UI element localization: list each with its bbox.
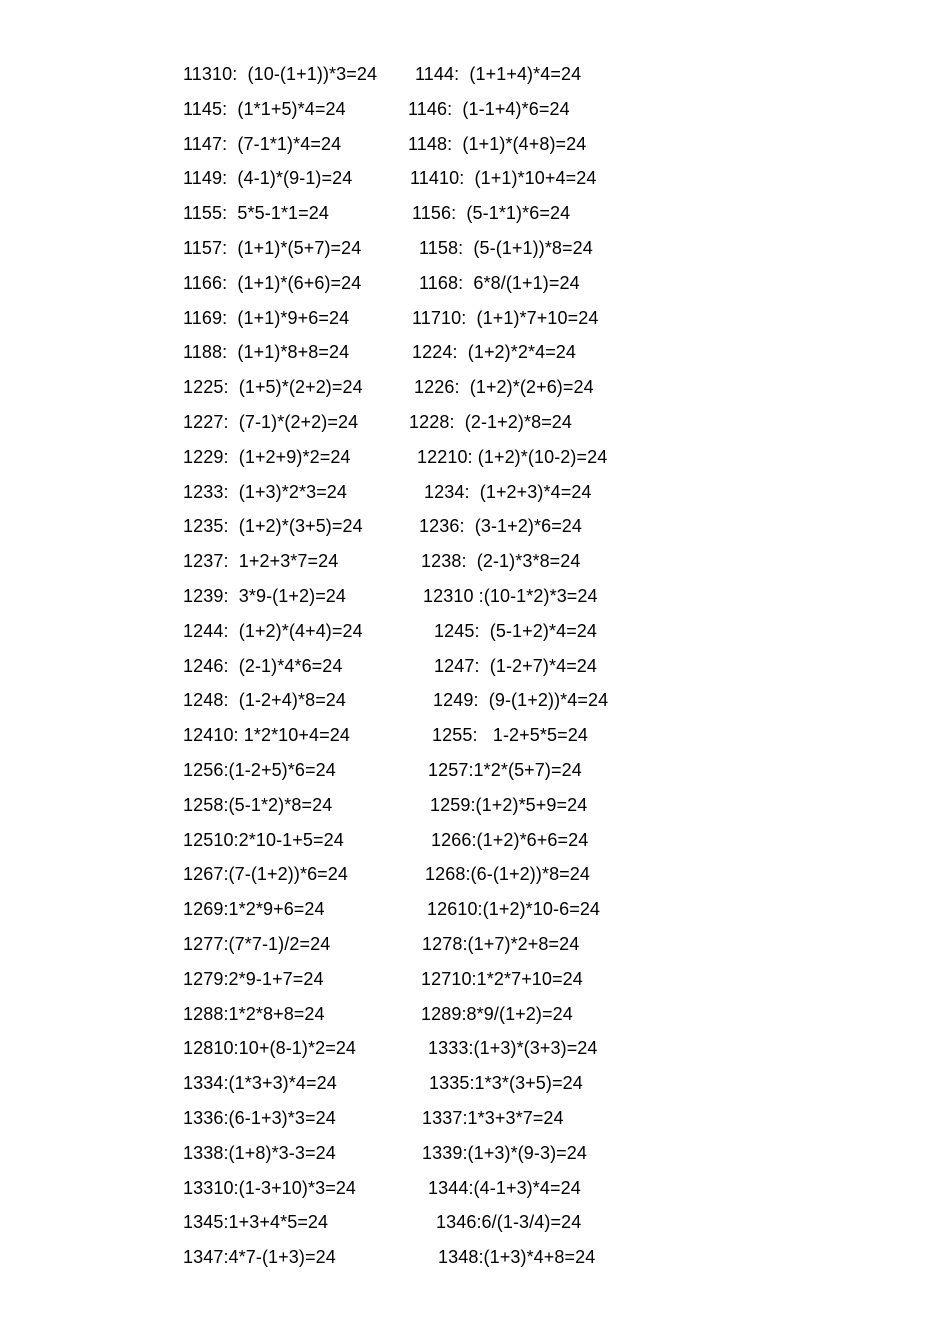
equation-left: 1227: (7-1)*(2+2)=24 [183,412,359,432]
equation-right: 1333:(1+3)*(3+3)=24 [428,1038,598,1059]
equation-right: 1148: (1+1)*(4+8)=24 [408,133,587,154]
equation-row [0,1174,950,1202]
equation-row [0,60,950,88]
equation-left: 1166: (1+1)*(6+6)=24 [183,272,362,293]
equation-left: 1149: (4-1)*(9-1)=24 [183,168,353,189]
equation-left: 1279:2*9-1+7=24 [183,968,324,989]
equation-left: 1188: (1+1)*8+8=24 [183,342,350,363]
equation-left: 1155: 5*5-1*1=24 [183,203,329,224]
equation-row [0,373,950,401]
equation-left: 1145: (1*1+5)*4=24 [183,98,346,119]
equation-left: 12810:10+(8-1)*2=24 [183,1038,357,1059]
equation-row [0,443,950,471]
equation-row [0,930,950,958]
equation-right: 1238: (2-1)*3*8=24 [421,551,581,572]
equation-right: 11710: (1+1)*7+10=24 [412,307,599,328]
equation-right: 1226: (1+2)*(2+6)=24 [414,377,594,398]
equation-right: 1255: 1-2+5*5=24 [432,725,588,746]
equation-right: 1234: (1+2+3)*4=24 [424,481,592,502]
equation-row [0,721,950,749]
equation-right: 1236: (3-1+2)*6=24 [419,516,583,537]
equation-row [0,1208,950,1236]
equation-row [0,582,950,610]
equation-right: 1335:1*3*(3+5)=24 [429,1073,583,1094]
equation-right: 1259:(1+2)*5+9=24 [430,794,588,815]
equation-row [0,1243,950,1271]
equation-left: 1288:1*2*8+8=24 [183,1003,325,1024]
equation-left: 1229: (1+2+9)*2=24 [183,446,351,467]
equation-right: 1257:1*2*(5+7)=24 [428,760,582,780]
equation-right: 1249: (9-(1+2))*4=24 [433,690,609,711]
equation-left: 1334:(1*3+3)*4=24 [183,1073,337,1094]
equation-right: 11410: (1+1)*10+4=24 [410,168,597,189]
equation-row [0,547,950,575]
equation-right: 1156: (5-1*1)*6=24 [412,203,571,224]
equation-left: 1244: (1+2)*(4+4)=24 [183,620,363,641]
equation-left: 1233: (1+3)*2*3=24 [183,481,348,502]
equation-row [0,686,950,714]
equation-right: 1337:1*3+3*7=24 [422,1108,564,1128]
equation-left: 1239: 3*9-(1+2)=24 [183,586,347,606]
equation-right: 1346:6/(1-3/4)=24 [436,1212,582,1233]
equation-right: 1144: (1+1+4)*4=24 [415,64,582,84]
equation-right: 1228: (2-1+2)*8=24 [409,412,573,432]
equation-row [0,199,950,227]
equation-right: 1245: (5-1+2)*4=24 [434,620,598,641]
equation-row [0,95,950,123]
equation-row [0,895,950,923]
equation-left: 1345:1+3+4*5=24 [183,1212,329,1233]
equation-left: 1157: (1+1)*(5+7)=24 [183,238,362,258]
equation-left: 1235: (1+2)*(3+5)=24 [183,516,363,537]
equation-row [0,269,950,297]
equation-row [0,756,950,784]
equation-row [0,791,950,819]
equation-row [0,1000,950,1028]
equation-left: 1246: (2-1)*4*6=24 [183,655,343,676]
equation-right: 1268:(6-(1+2))*8=24 [425,864,591,885]
equation-row [0,617,950,645]
equation-left: 1225: (1+5)*(2+2)=24 [183,377,363,398]
equation-left: 13310:(1-3+10)*3=24 [183,1177,357,1198]
equation-right: 1348:(1+3)*4+8=24 [438,1247,596,1268]
equation-right: 12310 :(10-1*2)*3=24 [423,586,598,606]
equation-row [0,965,950,993]
equation-row [0,164,950,192]
equation-right: 12210: (1+2)*(10-2)=24 [417,446,608,467]
equation-row [0,338,950,366]
equation-left: 1347:4*7-(1+3)=24 [183,1247,336,1268]
equation-left: 1277:(7*7-1)/2=24 [183,934,331,954]
equation-left: 1267:(7-(1+2))*6=24 [183,864,349,885]
equation-left: 1258:(5-1*2)*8=24 [183,794,333,815]
equation-right: 1339:(1+3)*(9-3)=24 [422,1142,588,1163]
equation-left: 1336:(6-1+3)*3=24 [183,1108,336,1128]
equation-right: 1344:(4-1+3)*4=24 [428,1177,581,1198]
equation-row [0,1139,950,1167]
equation-right: 1247: (1-2+7)*4=24 [434,655,598,676]
equation-right: 1266:(1+2)*6+6=24 [431,829,589,850]
equation-row [0,1104,950,1132]
equation-row [0,130,950,158]
equation-right: 1146: (1-1+4)*6=24 [408,98,570,119]
equation-right: 12610:(1+2)*10-6=24 [427,899,601,920]
equation-right: 1158: (5-(1+1))*8=24 [419,238,593,258]
equation-left: 1169: (1+1)*9+6=24 [183,307,350,328]
equation-right: 1289:8*9/(1+2)=24 [421,1003,573,1024]
equation-left: 1256:(1-2+5)*6=24 [183,760,336,780]
equation-left: 12410: 1*2*10+4=24 [183,725,350,746]
equation-right: 1224: (1+2)*2*4=24 [412,342,577,363]
equation-left: 11310: (10-(1+1))*3=24 [183,64,378,84]
equation-row [0,478,950,506]
equation-row [0,512,950,540]
equation-left: 1248: (1-2+4)*8=24 [183,690,347,711]
equation-row [0,860,950,888]
equation-row [0,304,950,332]
equation-row [0,234,950,262]
equation-left: 1269:1*2*9+6=24 [183,899,325,920]
equation-left: 1338:(1+8)*3-3=24 [183,1142,336,1163]
equation-row [0,826,950,854]
equation-right: 12710:1*2*7+10=24 [421,968,583,989]
equation-left: 1237: 1+2+3*7=24 [183,551,339,572]
equation-left: 12510:2*10-1+5=24 [183,829,344,850]
equation-row [0,1034,950,1062]
equation-right: 1168: 6*8/(1+1)=24 [419,272,580,293]
equation-row [0,1069,950,1097]
equation-row [0,408,950,436]
equation-row [0,652,950,680]
equation-left: 1147: (7-1*1)*4=24 [183,133,342,154]
equation-right: 1278:(1+7)*2+8=24 [422,934,580,954]
